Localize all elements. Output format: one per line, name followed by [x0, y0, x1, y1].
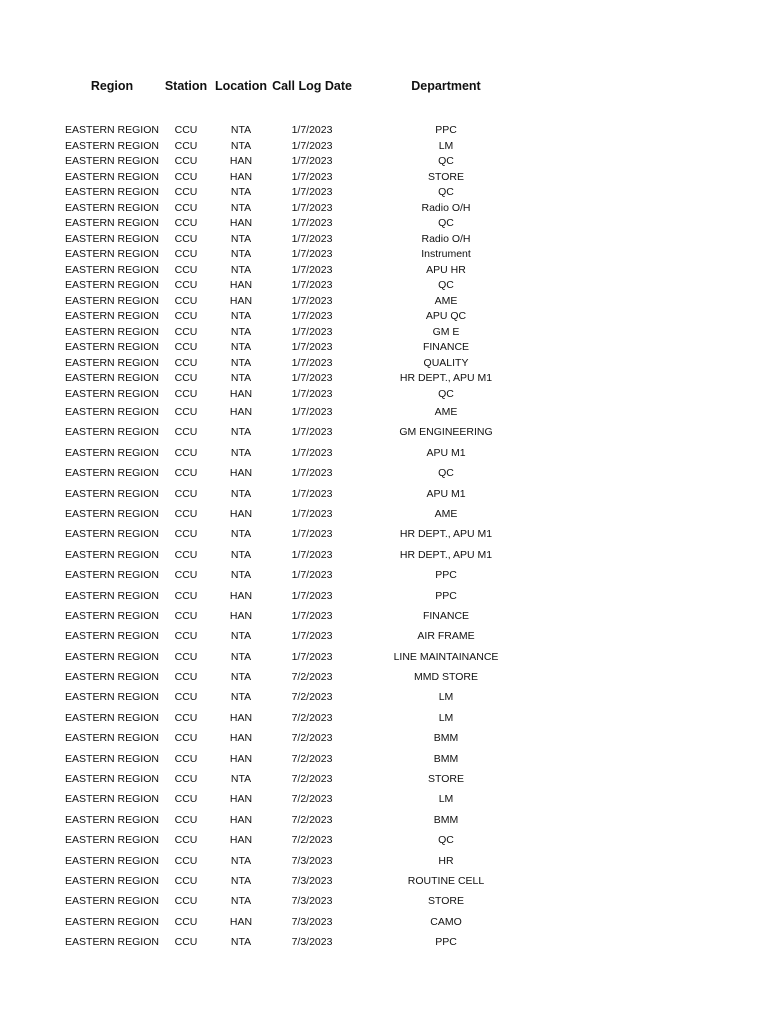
- cell-station: CCU: [174, 155, 198, 167]
- cell-location: NTA: [230, 356, 252, 369]
- cell-call-log-date: 1/7/2023: [291, 279, 333, 291]
- table-row: [0, 789, 768, 809]
- cell-station: CCU: [174, 186, 198, 198]
- table-row: [0, 606, 768, 626]
- header-region: Region: [90, 79, 134, 93]
- table-row: [0, 871, 768, 891]
- cell-call-log-date: 1/7/2023: [291, 263, 333, 276]
- cell-location: NTA: [230, 263, 252, 276]
- cell-call-log-date: 7/3/2023: [291, 874, 333, 887]
- cell-department: QC: [438, 834, 454, 847]
- cell-department: Instrument: [421, 248, 471, 260]
- cell-region: EASTERN REGION: [65, 569, 159, 582]
- table-row: [0, 626, 768, 646]
- cell-region: EASTERN REGION: [65, 372, 159, 384]
- cell-location: NTA: [230, 124, 252, 136]
- cell-call-log-date: 1/7/2023: [291, 387, 333, 400]
- table-row: [0, 504, 768, 524]
- cell-location: NTA: [230, 691, 252, 704]
- cell-department: HR DEPT., APU M1: [399, 528, 493, 541]
- cell-department: QC: [438, 186, 454, 198]
- cell-location: HAN: [229, 387, 253, 400]
- cell-call-log-date: 1/7/2023: [291, 609, 333, 622]
- cell-station: CCU: [174, 487, 198, 500]
- table-row: [0, 325, 768, 341]
- cell-location: NTA: [230, 446, 252, 459]
- table-row: [0, 687, 768, 707]
- cell-station: CCU: [174, 170, 198, 183]
- cell-department: HR DEPT., APU M1: [399, 548, 493, 561]
- header-station: Station: [164, 79, 208, 93]
- cell-department: PPC: [435, 936, 457, 949]
- cell-region: EASTERN REGION: [65, 691, 159, 704]
- cell-station: CCU: [174, 793, 198, 806]
- table-row: [0, 932, 768, 952]
- cell-department: APU HR: [426, 263, 466, 276]
- cell-department: HR DEPT., APU M1: [399, 372, 493, 384]
- table-row: [0, 340, 768, 356]
- cell-call-log-date: 1/7/2023: [291, 155, 333, 167]
- cell-station: CCU: [174, 752, 198, 765]
- cell-department: FINANCE: [422, 609, 470, 622]
- cell-location: NTA: [230, 650, 252, 663]
- cell-station: CCU: [174, 248, 198, 260]
- table-row: [0, 647, 768, 667]
- cell-call-log-date: 1/7/2023: [291, 201, 333, 214]
- cell-department: STORE: [428, 895, 464, 908]
- cell-region: EASTERN REGION: [65, 406, 159, 418]
- cell-region: EASTERN REGION: [65, 248, 159, 260]
- cell-region: EASTERN REGION: [65, 936, 159, 949]
- cell-region: EASTERN REGION: [65, 426, 159, 439]
- cell-station: CCU: [174, 387, 198, 400]
- cell-region: EASTERN REGION: [65, 325, 159, 338]
- table-row: [0, 586, 768, 606]
- cell-region: EASTERN REGION: [65, 548, 159, 561]
- table-row: [0, 278, 768, 294]
- cell-department: Radio O/H: [421, 201, 471, 214]
- table-row: [0, 154, 768, 170]
- cell-region: EASTERN REGION: [65, 467, 159, 480]
- cell-station: CCU: [174, 732, 198, 745]
- cell-region: EASTERN REGION: [65, 711, 159, 724]
- cell-location: NTA: [230, 310, 252, 322]
- cell-region: EASTERN REGION: [65, 232, 159, 245]
- cell-department: LM: [438, 139, 454, 152]
- table-header: [0, 79, 768, 97]
- cell-call-log-date: 1/7/2023: [291, 139, 333, 152]
- cell-station: CCU: [174, 372, 198, 384]
- cell-call-log-date: 1/7/2023: [291, 446, 333, 459]
- cell-region: EASTERN REGION: [65, 589, 159, 602]
- table-row: [0, 263, 768, 279]
- cell-station: CCU: [174, 609, 198, 622]
- header-location: Location: [214, 79, 268, 93]
- cell-location: HAN: [229, 217, 253, 229]
- cell-region: EASTERN REGION: [65, 834, 159, 847]
- table-row: [0, 891, 768, 911]
- cell-location: HAN: [229, 813, 253, 826]
- cell-call-log-date: 1/7/2023: [291, 507, 333, 520]
- cell-station: CCU: [174, 691, 198, 704]
- cell-call-log-date: 1/7/2023: [291, 406, 333, 418]
- cell-call-log-date: 1/7/2023: [291, 186, 333, 198]
- cell-station: CCU: [174, 650, 198, 663]
- cell-call-log-date: 1/7/2023: [291, 170, 333, 183]
- cell-region: EASTERN REGION: [65, 528, 159, 541]
- table-row: [0, 422, 768, 442]
- cell-location: HAN: [229, 507, 253, 520]
- table-row: [0, 484, 768, 504]
- table-row: [0, 667, 768, 687]
- cell-station: CCU: [174, 895, 198, 908]
- cell-region: EASTERN REGION: [65, 752, 159, 765]
- cell-region: EASTERN REGION: [65, 507, 159, 520]
- cell-location: NTA: [230, 201, 252, 214]
- cell-call-log-date: 1/7/2023: [291, 569, 333, 582]
- cell-region: EASTERN REGION: [65, 201, 159, 214]
- cell-call-log-date: 1/7/2023: [291, 528, 333, 541]
- table-row: [0, 545, 768, 565]
- cell-call-log-date: 1/7/2023: [291, 467, 333, 480]
- table-row: [0, 749, 768, 769]
- header-call-log-date: Call Log Date: [272, 79, 352, 93]
- table-row: [0, 728, 768, 748]
- cell-location: HAN: [229, 467, 253, 480]
- cell-station: CCU: [174, 813, 198, 826]
- table-row: [0, 139, 768, 155]
- cell-station: CCU: [174, 139, 198, 152]
- table-row: [0, 851, 768, 871]
- cell-region: EASTERN REGION: [65, 341, 159, 353]
- cell-department: QC: [438, 279, 454, 291]
- cell-department: LM: [438, 691, 454, 704]
- cell-department: PPC: [435, 569, 457, 582]
- cell-department: BMM: [433, 813, 459, 826]
- cell-location: NTA: [230, 936, 252, 949]
- table-row: [0, 565, 768, 585]
- cell-call-log-date: 7/3/2023: [291, 854, 333, 867]
- cell-location: HAN: [229, 279, 253, 291]
- cell-call-log-date: 1/7/2023: [291, 325, 333, 338]
- cell-location: NTA: [230, 773, 252, 786]
- cell-call-log-date: 1/7/2023: [291, 650, 333, 663]
- cell-call-log-date: 7/2/2023: [291, 732, 333, 745]
- cell-location: HAN: [229, 609, 253, 622]
- table-row: [0, 371, 768, 387]
- table-row: [0, 463, 768, 483]
- cell-station: CCU: [174, 356, 198, 369]
- table-row: [0, 309, 768, 325]
- cell-region: EASTERN REGION: [65, 310, 159, 322]
- cell-department: HR: [438, 854, 454, 867]
- cell-region: EASTERN REGION: [65, 732, 159, 745]
- cell-location: HAN: [229, 834, 253, 847]
- cell-call-log-date: 7/2/2023: [291, 793, 333, 806]
- cell-station: CCU: [174, 936, 198, 949]
- cell-call-log-date: 7/3/2023: [291, 895, 333, 908]
- cell-location: HAN: [229, 752, 253, 765]
- cell-station: CCU: [174, 507, 198, 520]
- table-row: [0, 216, 768, 232]
- cell-call-log-date: 1/7/2023: [291, 487, 333, 500]
- cell-station: CCU: [174, 232, 198, 245]
- cell-call-log-date: 1/7/2023: [291, 341, 333, 353]
- header-department: Department: [411, 79, 481, 93]
- table-row: [0, 443, 768, 463]
- cell-station: CCU: [174, 467, 198, 480]
- cell-station: CCU: [174, 279, 198, 291]
- cell-location: NTA: [230, 671, 252, 684]
- cell-call-log-date: 1/7/2023: [291, 548, 333, 561]
- cell-department: MMD STORE: [414, 671, 478, 684]
- cell-call-log-date: 1/7/2023: [291, 356, 333, 369]
- cell-region: EASTERN REGION: [65, 609, 159, 622]
- cell-location: HAN: [229, 589, 253, 602]
- table-row: [0, 708, 768, 728]
- cell-department: GM ENGINEERING: [399, 426, 493, 439]
- cell-location: NTA: [230, 186, 252, 198]
- cell-department: APU QC: [425, 310, 467, 322]
- cell-location: NTA: [230, 528, 252, 541]
- cell-department: AIR FRAME: [417, 630, 475, 643]
- cell-station: CCU: [174, 263, 198, 276]
- cell-station: CCU: [174, 406, 198, 418]
- cell-region: EASTERN REGION: [65, 356, 159, 369]
- cell-station: CCU: [174, 548, 198, 561]
- cell-station: CCU: [174, 711, 198, 724]
- cell-station: CCU: [174, 528, 198, 541]
- cell-department: BMM: [433, 732, 459, 745]
- cell-location: NTA: [230, 139, 252, 152]
- cell-call-log-date: 1/7/2023: [291, 630, 333, 643]
- cell-location: NTA: [230, 341, 252, 353]
- cell-department: PPC: [435, 124, 457, 136]
- cell-station: CCU: [174, 874, 198, 887]
- cell-region: EASTERN REGION: [65, 874, 159, 887]
- cell-department: BMM: [433, 752, 459, 765]
- cell-station: CCU: [174, 217, 198, 229]
- cell-station: CCU: [174, 310, 198, 322]
- cell-call-log-date: 1/7/2023: [291, 589, 333, 602]
- cell-region: EASTERN REGION: [65, 671, 159, 684]
- table-row: [0, 402, 768, 422]
- cell-region: EASTERN REGION: [65, 650, 159, 663]
- cell-station: CCU: [174, 124, 198, 136]
- cell-location: NTA: [230, 548, 252, 561]
- cell-region: EASTERN REGION: [65, 294, 159, 307]
- cell-location: HAN: [229, 294, 253, 307]
- table-row: [0, 185, 768, 201]
- table-body: [0, 123, 768, 953]
- cell-station: CCU: [174, 426, 198, 439]
- table-row: [0, 912, 768, 932]
- cell-region: EASTERN REGION: [65, 895, 159, 908]
- cell-call-log-date: 7/2/2023: [291, 711, 333, 724]
- table-row: [0, 232, 768, 248]
- cell-call-log-date: 1/7/2023: [291, 248, 333, 260]
- cell-department: AME: [434, 507, 458, 520]
- cell-department: QC: [438, 155, 454, 167]
- cell-station: CCU: [174, 854, 198, 867]
- cell-call-log-date: 1/7/2023: [291, 232, 333, 245]
- cell-location: HAN: [229, 406, 253, 418]
- cell-location: NTA: [230, 569, 252, 582]
- cell-call-log-date: 1/7/2023: [291, 294, 333, 307]
- cell-region: EASTERN REGION: [65, 217, 159, 229]
- cell-department: QC: [438, 387, 454, 400]
- table-row: [0, 810, 768, 830]
- table-row: [0, 356, 768, 372]
- cell-station: CCU: [174, 671, 198, 684]
- table-row: [0, 769, 768, 789]
- cell-call-log-date: 7/2/2023: [291, 691, 333, 704]
- cell-call-log-date: 7/2/2023: [291, 671, 333, 684]
- cell-call-log-date: 7/2/2023: [291, 752, 333, 765]
- cell-region: EASTERN REGION: [65, 139, 159, 152]
- cell-location: NTA: [230, 895, 252, 908]
- cell-station: CCU: [174, 834, 198, 847]
- cell-region: EASTERN REGION: [65, 279, 159, 291]
- cell-department: LM: [438, 793, 454, 806]
- cell-department: CAMO: [430, 915, 462, 928]
- table-row: [0, 294, 768, 310]
- cell-station: CCU: [174, 773, 198, 786]
- cell-department: APU M1: [426, 446, 466, 459]
- cell-station: CCU: [174, 325, 198, 338]
- cell-call-log-date: 7/3/2023: [291, 915, 333, 928]
- table-row: [0, 387, 768, 403]
- cell-region: EASTERN REGION: [65, 186, 159, 198]
- table-row: [0, 830, 768, 850]
- cell-location: HAN: [229, 155, 253, 167]
- cell-region: EASTERN REGION: [65, 124, 159, 136]
- cell-region: EASTERN REGION: [65, 813, 159, 826]
- cell-location: NTA: [230, 630, 252, 643]
- cell-department: ROUTINE CELL: [407, 874, 485, 887]
- cell-department: STORE: [428, 170, 464, 183]
- cell-location: NTA: [230, 248, 252, 260]
- cell-call-log-date: 1/7/2023: [291, 426, 333, 439]
- cell-location: HAN: [229, 915, 253, 928]
- cell-region: EASTERN REGION: [65, 263, 159, 276]
- cell-call-log-date: 7/3/2023: [291, 936, 333, 949]
- cell-department: AME: [434, 406, 458, 418]
- table-row: [0, 170, 768, 186]
- cell-region: EASTERN REGION: [65, 630, 159, 643]
- cell-location: NTA: [230, 487, 252, 500]
- cell-station: CCU: [174, 589, 198, 602]
- cell-location: HAN: [229, 170, 253, 183]
- cell-call-log-date: 7/2/2023: [291, 834, 333, 847]
- cell-region: EASTERN REGION: [65, 487, 159, 500]
- cell-region: EASTERN REGION: [65, 170, 159, 183]
- cell-call-log-date: 1/7/2023: [291, 372, 333, 384]
- cell-location: NTA: [230, 426, 252, 439]
- cell-location: HAN: [229, 732, 253, 745]
- cell-station: CCU: [174, 446, 198, 459]
- cell-location: NTA: [230, 854, 252, 867]
- cell-department: QC: [438, 467, 454, 480]
- cell-location: NTA: [230, 325, 252, 338]
- cell-location: NTA: [230, 232, 252, 245]
- cell-location: NTA: [230, 372, 252, 384]
- cell-call-log-date: 1/7/2023: [291, 310, 333, 322]
- cell-call-log-date: 7/2/2023: [291, 773, 333, 786]
- cell-location: NTA: [230, 874, 252, 887]
- cell-region: EASTERN REGION: [65, 155, 159, 167]
- cell-department: GM E: [432, 325, 460, 338]
- cell-location: HAN: [229, 711, 253, 724]
- cell-department: Radio O/H: [421, 232, 471, 245]
- cell-station: CCU: [174, 201, 198, 214]
- cell-region: EASTERN REGION: [65, 854, 159, 867]
- cell-region: EASTERN REGION: [65, 387, 159, 400]
- table-row: [0, 247, 768, 263]
- cell-call-log-date: 1/7/2023: [291, 124, 333, 136]
- cell-station: CCU: [174, 630, 198, 643]
- cell-department: AME: [434, 294, 458, 307]
- table-row: [0, 123, 768, 139]
- cell-region: EASTERN REGION: [65, 915, 159, 928]
- table-row: [0, 201, 768, 217]
- cell-location: HAN: [229, 793, 253, 806]
- cell-station: CCU: [174, 915, 198, 928]
- cell-department: STORE: [428, 773, 464, 786]
- cell-department: APU M1: [426, 487, 466, 500]
- cell-station: CCU: [174, 341, 198, 353]
- cell-call-log-date: 7/2/2023: [291, 813, 333, 826]
- table-row: [0, 524, 768, 544]
- cell-region: EASTERN REGION: [65, 446, 159, 459]
- cell-region: EASTERN REGION: [65, 793, 159, 806]
- cell-call-log-date: 1/7/2023: [291, 217, 333, 229]
- cell-department: FINANCE: [422, 341, 470, 353]
- cell-station: CCU: [174, 294, 198, 307]
- cell-region: EASTERN REGION: [65, 773, 159, 786]
- cell-department: LINE MAINTAINANCE: [393, 650, 499, 663]
- cell-department: QC: [438, 217, 454, 229]
- cell-station: CCU: [174, 569, 198, 582]
- cell-department: PPC: [435, 589, 457, 602]
- cell-department: LM: [438, 711, 454, 724]
- cell-department: QUALITY: [423, 356, 469, 369]
